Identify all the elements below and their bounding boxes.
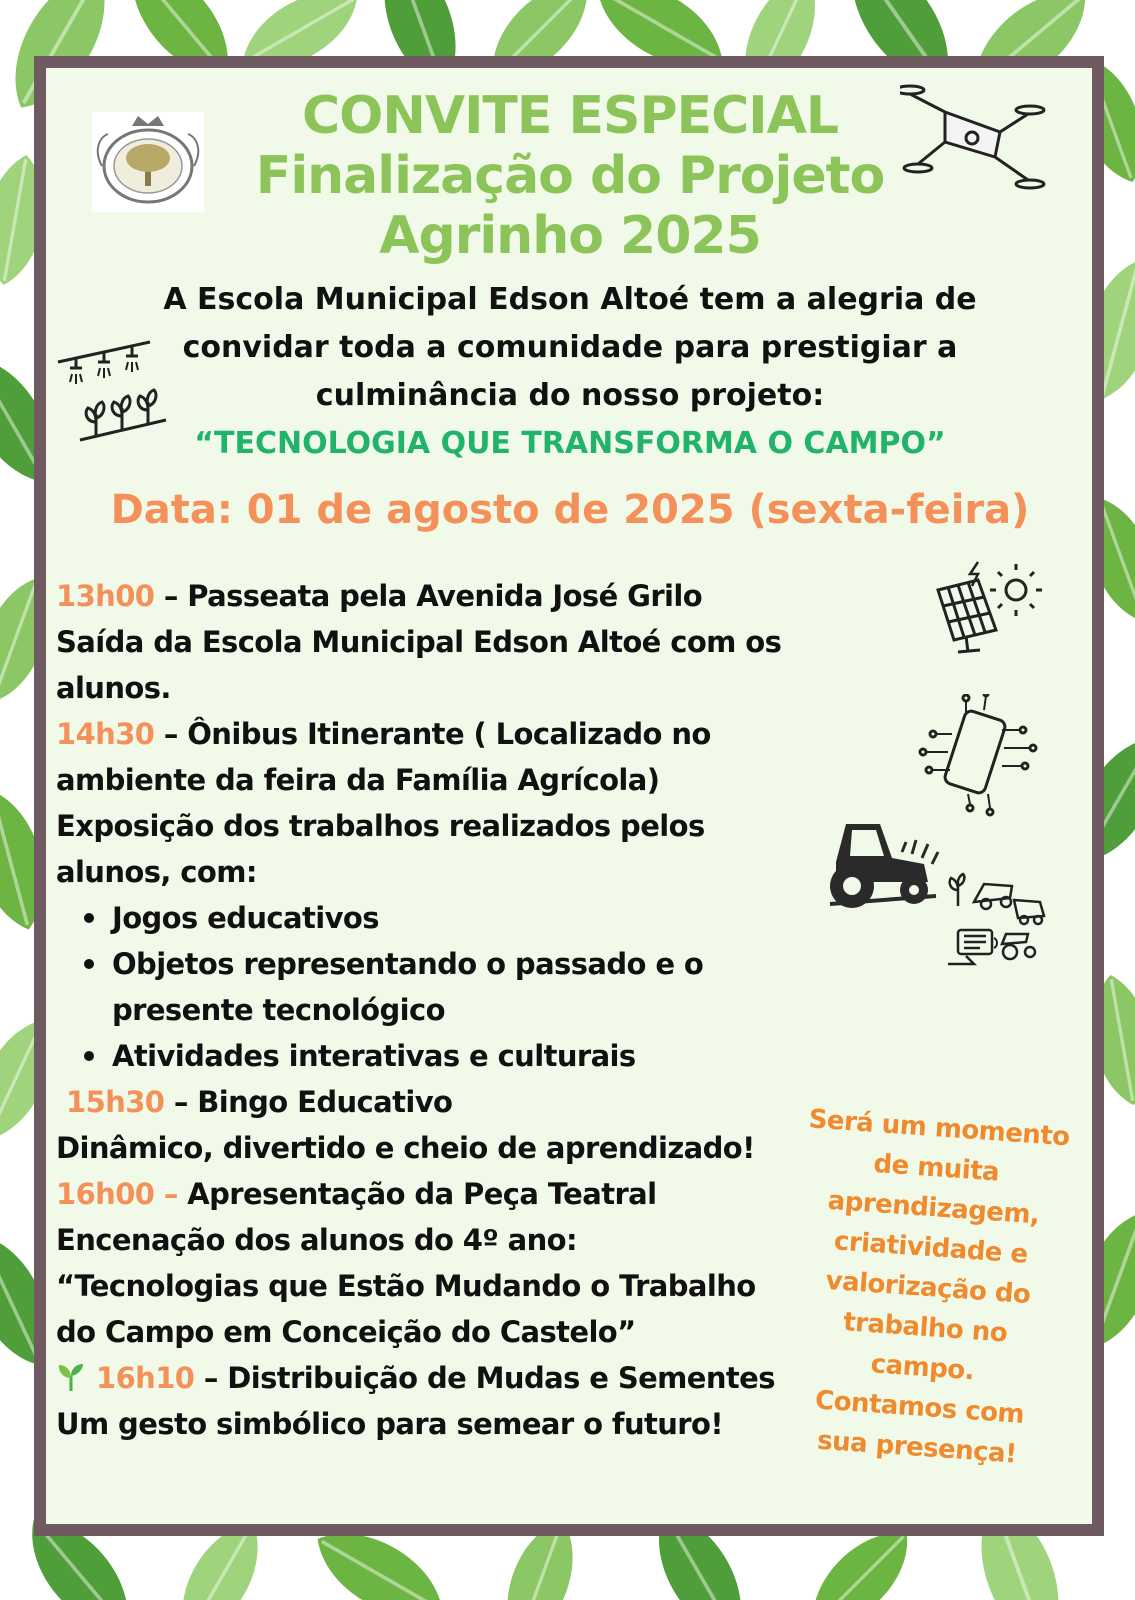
event-3-time: 15h30 xyxy=(66,1085,165,1119)
smartphone-circuit-icon xyxy=(906,694,1048,822)
closing-line: campo. xyxy=(869,1349,976,1387)
event-2-desc-2: alunos, com: xyxy=(56,855,257,889)
event-2-title-2: ambiente da feira da Família Agrícola) xyxy=(56,763,660,797)
event-3-desc-1: Dinâmico, divertido e cheio de aprendizado! xyxy=(56,1131,755,1165)
intro-line-2: convidar toda a comunidade para prestigiar a xyxy=(182,330,958,365)
closing-line: trabalho no xyxy=(842,1307,1009,1349)
event-1-time: 13h00 xyxy=(56,579,155,613)
drone-icon xyxy=(900,72,1050,192)
intro-line-3: culminância do nosso projeto: xyxy=(315,378,825,413)
event-4-time: 16h00 – xyxy=(56,1177,178,1211)
intro-line-1: A Escola Municipal Edson Altoé tem a alegria de xyxy=(163,282,977,317)
event-1-title: – Passeata pela Avenida José Grilo xyxy=(154,579,703,613)
event-2-desc-1: Exposição dos trabalhos realizados pelos xyxy=(56,809,705,843)
event-2-heading xyxy=(56,711,816,757)
event-4-desc-2: “Tecnologias que Estão Mudando o Trabalho xyxy=(56,1269,756,1303)
event-5-title: – Distribuição de Mudas e Sementes xyxy=(194,1361,775,1395)
event-4-heading xyxy=(56,1171,816,1217)
closing-line: aprendizagem, xyxy=(826,1185,1041,1231)
event-date: Data: 01 de agosto de 2025 (sexta-feira) xyxy=(110,487,1030,533)
smart-farm-icon xyxy=(944,872,1052,980)
event-1-heading xyxy=(56,573,816,619)
project-slogan: “TECNOLOGIA QUE TRANSFORMA O CAMPO” xyxy=(194,426,946,461)
bullet-item xyxy=(112,941,816,1033)
event-4-desc-1: Encenação dos alunos do 4º ano: xyxy=(56,1223,577,1257)
title-line-2: Finalização do Projeto xyxy=(255,146,885,206)
closing-line: Será um momento xyxy=(807,1104,1071,1153)
event-5-time: 16h10 xyxy=(96,1361,195,1395)
seedlings-icon xyxy=(78,388,168,444)
bullet-item: Jogos educativos xyxy=(112,895,816,941)
closing-line: de muita xyxy=(872,1148,1001,1188)
closing-line: sua presença! xyxy=(816,1425,1018,1470)
event-3-heading xyxy=(56,1079,816,1125)
event-3-title: – Bingo Educativo xyxy=(164,1085,453,1119)
sprinkler-icon xyxy=(56,336,152,388)
event-5-desc-1: Um gesto simbólico para semear o futuro! xyxy=(56,1407,723,1441)
closing-line: Contamos com xyxy=(814,1385,1026,1430)
event-1-desc-1: Saída da Escola Municipal Edson Altoé com os xyxy=(56,625,782,659)
event-5-heading xyxy=(56,1355,816,1401)
title-line-1: CONVITE ESPECIAL xyxy=(301,86,839,146)
event-4-title: Apresentação da Peça Teatral xyxy=(177,1177,657,1211)
event-2-bullet-list xyxy=(56,895,816,1079)
bullet-item-line-1: Objetos representando o passado e o xyxy=(112,947,704,981)
event-2-title: – Ônibus Itinerante ( Localizado no xyxy=(154,717,711,751)
tractor-icon xyxy=(816,812,942,912)
closing-message xyxy=(776,1099,1080,1478)
closing-line: criatividade e xyxy=(832,1226,1029,1270)
school-crest-icon xyxy=(92,112,204,212)
event-4-desc-3: do Campo em Conceição do Castelo” xyxy=(56,1315,636,1349)
bullet-item: Atividades interativas e culturais xyxy=(112,1033,816,1079)
bullet-item-line-2: presente tecnológico xyxy=(112,993,445,1027)
program-list xyxy=(56,573,816,1447)
closing-line: valorização do xyxy=(824,1265,1032,1311)
title-line-3: Agrinho 2025 xyxy=(379,206,761,266)
event-1-desc-2: alunos. xyxy=(56,671,171,705)
event-2-time: 14h30 xyxy=(56,717,155,751)
sprout-icon xyxy=(56,1362,86,1392)
solar-panel-icon xyxy=(934,560,1050,656)
